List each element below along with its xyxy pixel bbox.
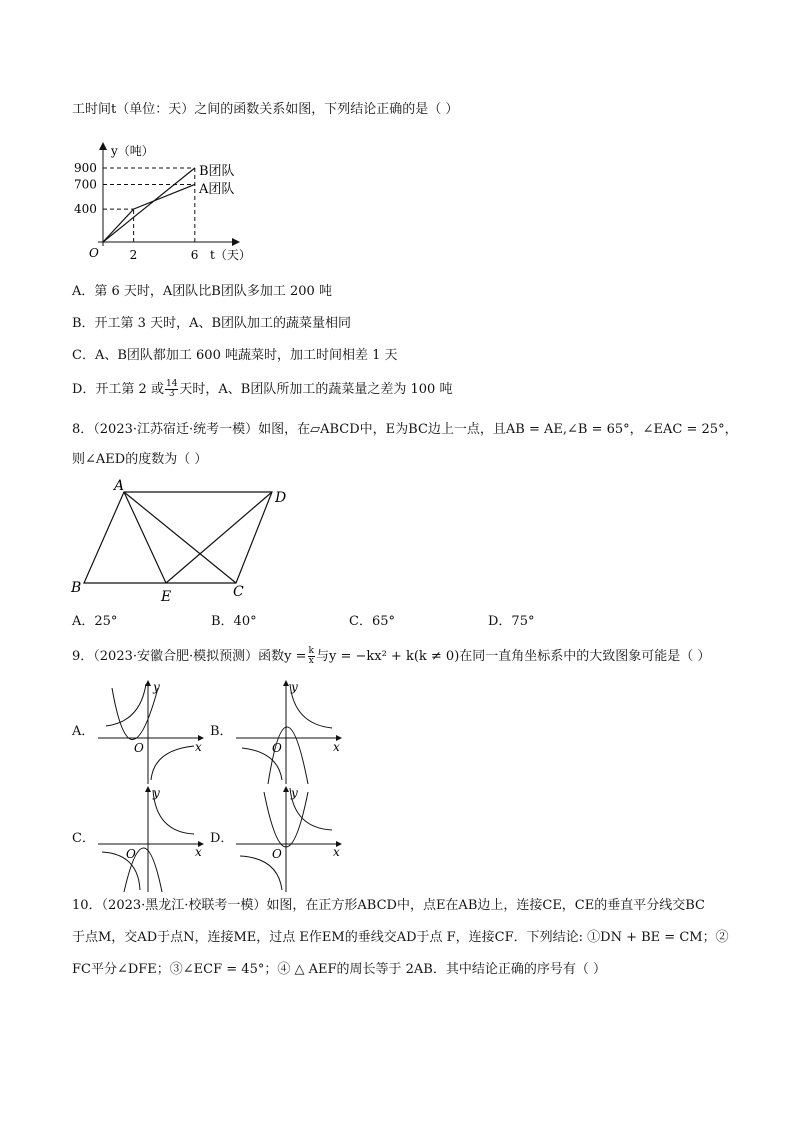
y-tick-label-400: 400: [74, 202, 97, 217]
origin-label: O: [272, 847, 282, 861]
q8-option-b: B．40°: [211, 614, 257, 629]
origin-label: O: [126, 847, 136, 861]
segment-ae: [124, 492, 166, 583]
hyperbola-branch-lower-right: [151, 746, 194, 780]
q9-graph-a: [94, 676, 209, 786]
fraction-denominator: x: [308, 656, 314, 666]
q9-graph-c: [94, 784, 209, 894]
label-a-team: A团队: [199, 182, 235, 197]
y-axis-arrow: [145, 786, 151, 792]
fraction-k-over-x: [308, 647, 315, 666]
q9-stem-suffix: 与y = −kx² + k(k ≠ 0)在同一直角坐标系中的大致图象可能是（ ）: [315, 649, 711, 664]
x-axis-label: t（天）: [210, 248, 251, 262]
y-label: y: [153, 786, 160, 800]
q10-stem-line3: FC平分∠DFE；③∠ECF = 45°；④ △ AEF的周长等于 2AB．其中结论正确的序号有（ ）: [72, 962, 606, 977]
q8-option-d: D．75°: [488, 614, 535, 629]
fraction-denominator: 3: [168, 389, 175, 399]
q7-option-a: A．第 6 天时，A团队比B团队多加工 200 吨: [72, 284, 332, 299]
q7-option-c: C．A、B团队都加工 600 吨蔬菜时，加工时间相差 1 天: [72, 348, 398, 363]
q9-graph-b: [232, 676, 347, 786]
y-label: y: [291, 680, 298, 694]
y-label: y: [153, 680, 160, 694]
point-e-label: E: [161, 589, 172, 605]
fraction-numerator: k: [308, 646, 314, 656]
point-c-label: C: [233, 584, 244, 600]
q9-option-c-label: C．: [72, 831, 95, 846]
fraction-numerator: 14: [165, 379, 178, 389]
y-label: y: [291, 786, 298, 800]
q9-stem: [72, 647, 710, 667]
y-tick-label-700: 700: [74, 177, 97, 192]
q8-stem-line1: 8．（2023·江苏宿迁·统考一模）如图，在▱ABCD中，E为BC边上一点，且AB = AE,∠B = 65°，∠EAC = 25°，: [72, 422, 738, 437]
hyperbola-branch-lower-left: [240, 856, 282, 890]
point-d-label: D: [275, 490, 287, 506]
x-label: x: [195, 740, 202, 754]
q7-option-d-prefix: D．开工第 2 或: [72, 382, 164, 397]
q9-stem-prefix: 9．（2023·安徽合肥·模拟预测）函数y =: [72, 649, 307, 664]
x-tick-label-6: 6: [190, 248, 199, 262]
q9-graph-d: [232, 784, 347, 894]
q7-option-d: [72, 380, 452, 400]
parallelogram-abcd: [84, 492, 272, 583]
q7-chart: [70, 136, 260, 264]
fraction-14-3: [165, 380, 178, 399]
y-axis-arrow: [283, 680, 289, 686]
origin-label: O: [272, 741, 282, 755]
y-axis-arrow: [99, 142, 107, 150]
label-b-team: B团队: [199, 164, 235, 179]
q8-parallelogram-figure: [68, 476, 298, 606]
q9-option-a-label: A．: [72, 724, 95, 739]
y-tick-label-900: 900: [74, 161, 97, 176]
q8-option-c: C．65°: [349, 614, 395, 629]
origin-label: O: [89, 246, 99, 260]
parabola-curve: [112, 688, 158, 740]
x-label: x: [333, 740, 340, 754]
q8-stem-line2: 则∠AED的度数为（ ）: [72, 452, 208, 467]
x-axis-arrow: [232, 238, 240, 246]
point-b-label: B: [71, 580, 82, 596]
q10-stem-line1: 10．（2023·黑龙江·校联考一模）如图，在正方形ABCD中，点E在AB边上，连接CE，CE的垂直平分线交BC: [72, 898, 705, 913]
x-tick-label-2: 2: [129, 248, 138, 262]
point-a-label: A: [114, 478, 125, 494]
q7-stem: 工时间t（单位：天）之间的函数关系如图，下列结论正确的是（ ）: [72, 102, 459, 117]
series-line-b-team: [103, 168, 195, 242]
y-axis-arrow: [283, 786, 289, 792]
x-label: x: [333, 845, 340, 859]
q9-option-d-label: D．: [210, 831, 234, 846]
y-axis-label: y（吨）: [111, 144, 154, 158]
parabola-curve: [268, 727, 308, 784]
q7-option-d-suffix: 天时，A、B团队所加工的蔬菜量之差为 100 吨: [179, 382, 453, 397]
q10-stem-line2: 于点M，交AD于点N，连接ME，过点 E作EM的垂线交AD于点 F，连接CF．下列结论: ①DN + BE = CM；②: [72, 930, 729, 945]
q9-option-b-label: B．: [210, 724, 233, 739]
origin-label: O: [134, 741, 144, 755]
q7-option-b: B．开工第 3 天时，A、B团队加工的蔬菜量相同: [72, 316, 352, 331]
q8-option-a: A．25°: [72, 614, 118, 629]
x-label: x: [195, 845, 202, 859]
series-line-a-team: [103, 184, 195, 242]
